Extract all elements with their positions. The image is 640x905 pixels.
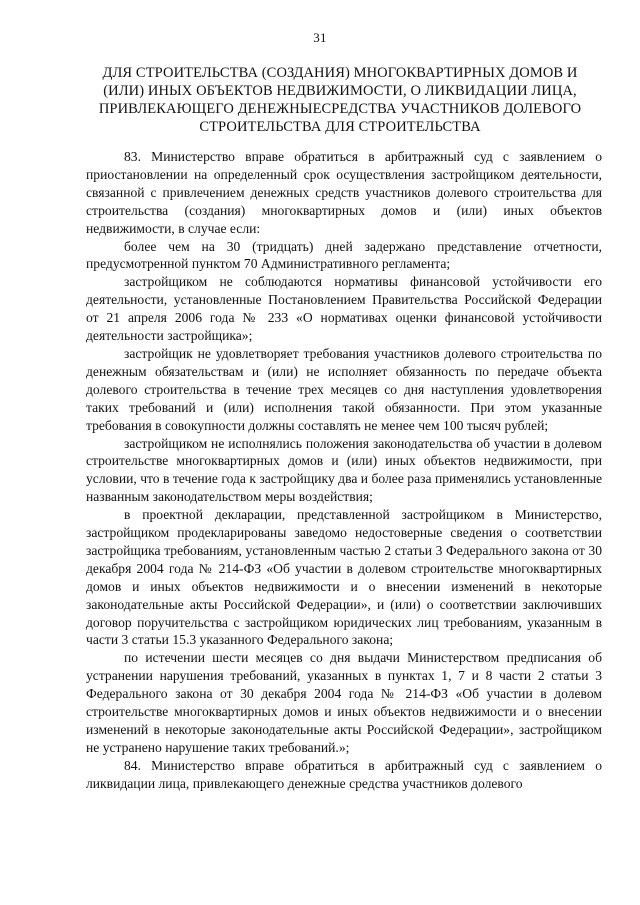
heading-line: ПРИВЛЕКАЮЩЕГО ДЕНЕЖНЫЕСРЕДСТВА УЧАСТНИКОВ ДОЛЕВОГО: [98, 101, 582, 117]
page-number: 31: [313, 30, 327, 45]
paragraph-legislation-violations: застройщиком не исполнялись положения законодательства об участии в долевом строительстве многоквартирных домов и (или) иных объектов недвижимости, при условии, что в течение года к застройщику два и более раза применялись установленные названным законодательством меры воздействия;: [86, 435, 602, 505]
heading-line: СТРОИТЕЛЬСТВА ДЛЯ СТРОИТЕЛЬСТВА: [199, 119, 481, 135]
document-body: [86, 148, 602, 793]
paragraph-project-declaration: в проектной декларации, представленной застройщиком в Министерство, застройщиком продекларированы заведомо недостоверные сведения о соответствии застройщика требованиям, установленным частью 2 статьи 3 Федерального закона от 30 декабря 2004 года № 214-ФЗ «Об участии в долевом строительстве многоквартирных домов и иных объектов недвижимости и о внесении изменений в некоторые законодательные акты Российской Федерации», и (или) о соответствии заключивших договор поручительства с застройщиком юридических лиц требованиям, указанным в части 3 статьи 15.3 указанного Федерального закона;: [86, 507, 602, 648]
paragraph-83: 83. Министерство вправе обратиться в арбитражный суд с заявлением о приостановлении на определенный срок осуществления застройщиком деятельности, связанной с привлечением денежных средств участников долевого строительства для строительства (создания) многоквартирных домов и (или) иных объектов недвижимости, в случае если:: [86, 149, 602, 236]
heading-line: ДЛЯ СТРОИТЕЛЬСТВА (СОЗДАНИЯ) МНОГОКВАРТИРНЫХ ДОМОВ И: [102, 65, 578, 81]
heading-line: (ИЛИ) ИНЫХ ОБЪЕКТОВ НЕДВИЖИМОСТИ, О ЛИКВИДАЦИИ ЛИЦА,: [103, 83, 577, 99]
paragraph-84: 84. Министерство вправе обратиться в арбитражный суд с заявлением о ликвидации лица, привлекающего денежные средства участников долевого: [86, 757, 602, 791]
paragraph-reporting-delay: более чем на 30 (тридцать) дней задержано представление отчетности, предусмотренной пунктом 70 Административного регламента;: [86, 238, 602, 272]
paragraph-financial-stability: застройщиком не соблюдаются нормативы финансовой устойчивости его деятельности, установленные Постановлением Правительства Российской Федерации от 21 апреля 2006 года № 233 «О нормативах оценки финансовой устойчивости деятельности застройщика»;: [86, 274, 602, 344]
paragraph-unsatisfied-claims: застройщик не удовлетворяет требования участников долевого строительства по денежным обязательствам и (или) не исполняет обязанность по передаче объекта долевого строительства в течение трех месяцев со дня наступления удовлетворения таких требований и (или) исполнения такой обязанности. При этом указанные требования в совокупности должны составлять не менее чем 100 тысяч рублей;: [86, 345, 602, 433]
section-heading: [90, 64, 590, 136]
paragraph-uncorrected-violations: по истечении шести месяцев со дня выдачи Министерством предписания об устранении нарушения требований, указанных в пунктах 1, 7 и 8 части 2 статьи 3 Федерального закона от 30 декабря 2004 года № 214-ФЗ «Об участии в долевом строительстве многоквартирных домов и иных объектов недвижимости и о внесении изменений в некоторые законодательные акты Российской Федерации», застройщиком не устранено нарушение таких требований.»;: [86, 650, 602, 755]
